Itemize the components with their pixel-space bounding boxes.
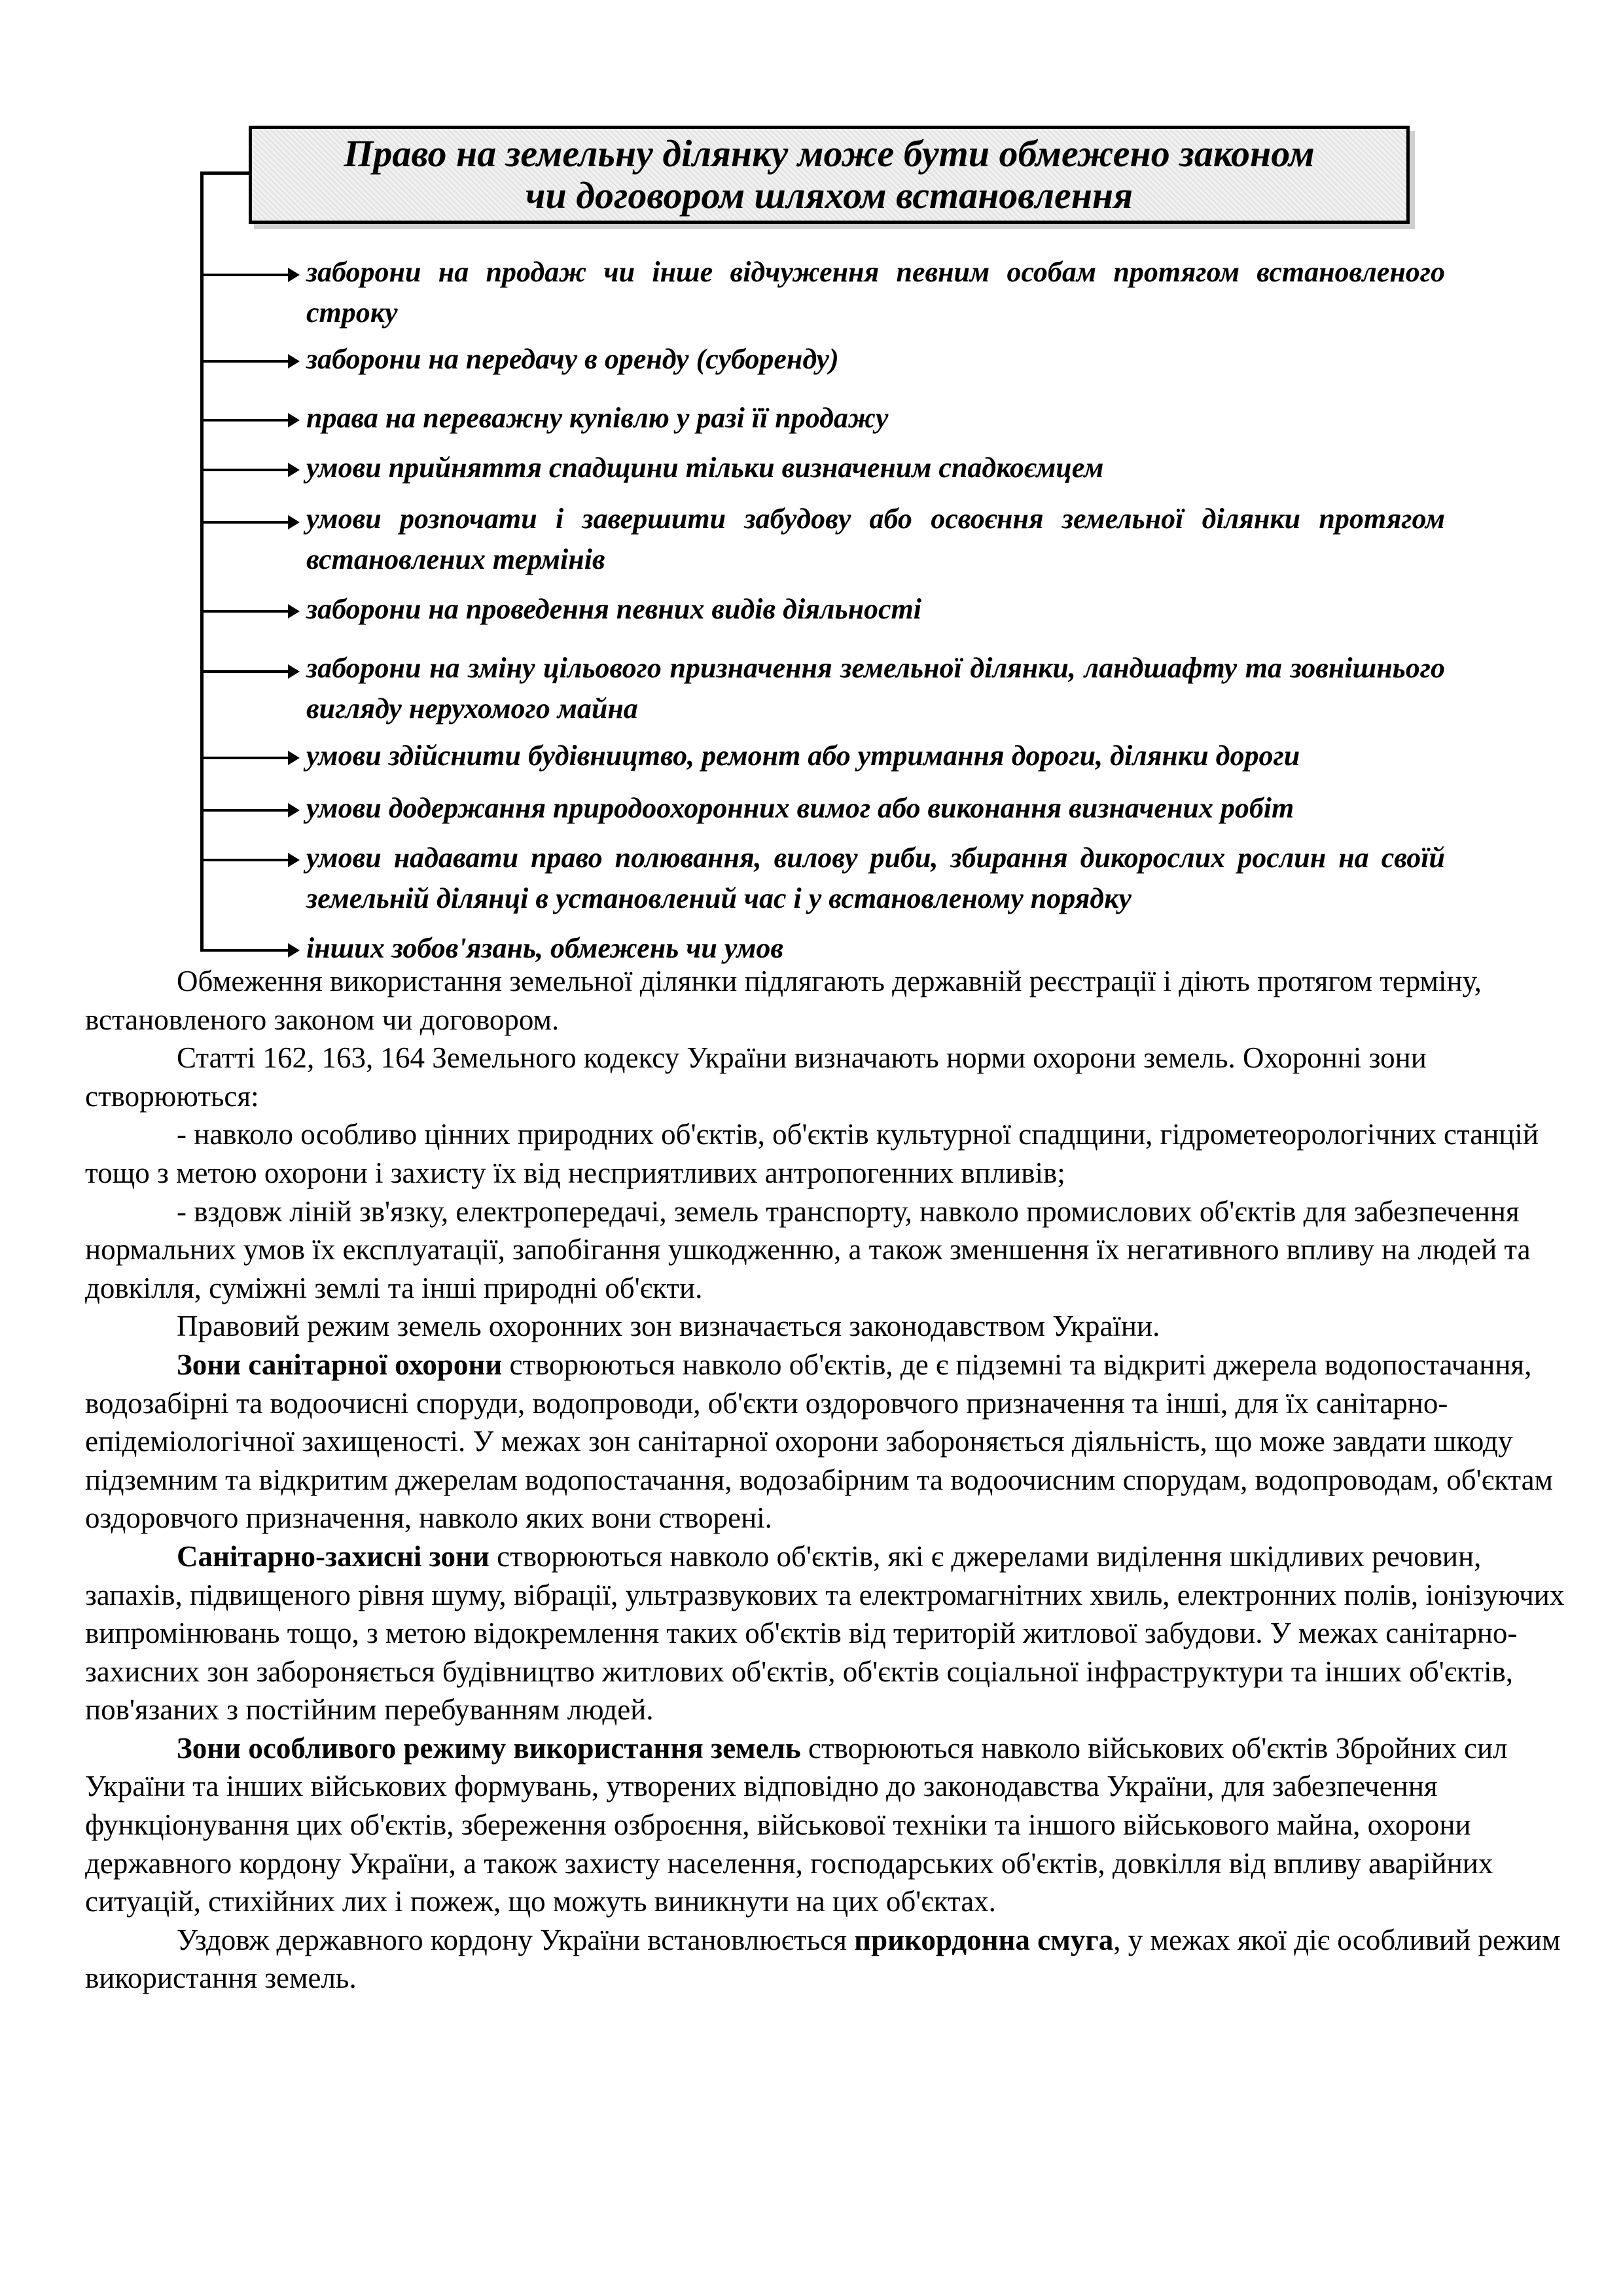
arrow-icon <box>200 610 291 613</box>
arrow-icon <box>200 757 291 759</box>
restrictions-diagram <box>0 0 1623 969</box>
paragraph <box>85 1729 1571 1921</box>
term-bold: Зони особливого режиму використання земель <box>177 1731 801 1765</box>
term-bold: Зони санітарної охорони <box>177 1348 503 1381</box>
paragraph-text: створюються навколо об'єктів, де є підземні та відкриті джерела водопостачання, водозабірні та водоочисні споруди, водопроводи, об'єкти оздоровчого призначення та інші, для їх санітарно-епідеміологічної захищеності. У межах зон санітарної охорони забороняється діяльність, що може завдати шкоду підземним та відкритим джерелам водопостачання, водозабірним та водоочисним спорудам, водопроводам, об'єктам оздоровчого призначення, навколо яких вони створені. <box>85 1348 1554 1535</box>
arrow-icon <box>200 469 291 471</box>
paragraph-text: створюються навколо військових об'єктів Збройних сил України та інших військових формувань, утворених відповідно до законодавства України, для забезпечення функціонування цих об'єктів, збереження озброєння, військової техніки та іншого військового майна, охорони державного кордону України, а також захисту населення, господарських об'єктів, довкілля від впливу аварійних ситуацій, стихійних лих і пожеж, що можуть виникнути на цих об'єктах. <box>85 1731 1508 1918</box>
diagram-item: умови розпочати і завершити забудову або освоєння земельної ділянки протягом встановлених термінів <box>306 503 1445 575</box>
diagram-header-line-1: Право на земельну ділянку може бути обмежено законом <box>344 132 1315 175</box>
diagram-item: заборони на зміну цільового призначення земельної ділянки, ландшафту та зовнішнього вигляду нерухомого майна <box>306 652 1445 725</box>
diagram-item: умови здійснити будівництво, ремонт або утримання дороги, ділянки дороги <box>306 740 1300 772</box>
arrow-icon <box>200 809 291 812</box>
diagram-item: умови надавати право полювання, вилову риби, збирання дикорослих рослин на своїй земельній ділянці в установлений час і у встановленому порядку <box>306 842 1445 914</box>
arrow-icon <box>200 360 291 363</box>
diagram-header-line-2: чи договором шляхом встановлення <box>526 174 1133 217</box>
paragraph-text: створюються навколо об'єктів, які є джерелами виділення шкідливих речовин, запахів, підвищеного рівня шуму, вібрації, ультразвукових та електромагнітних хвиль, електронних полів, іонізуючих випромінювань тощо, з метою відокремлення таких об'єктів від територій житлової забудови. У межах санітарно-захисних зон забороняється будівництво житлових об'єктів, об'єктів соціальної інфраструктури та інших об'єктів, пов'язаних з постійним перебуванням людей. <box>85 1539 1565 1727</box>
paragraph: Обмеження використання земельної ділянки підлягають державній реєстрації і діють протягом терміну, встановленого законом чи договором. <box>85 965 1482 1036</box>
paragraph <box>85 1537 1571 1729</box>
diagram-connector-top <box>200 171 251 175</box>
arrow-icon <box>200 949 291 952</box>
diagram-item: умови додержання природоохоронних вимог або виконання визначених робіт <box>306 792 1294 824</box>
paragraph: - вздовж ліній зв'язку, електропередачі, земель транспорту, навколо промислових об'єктів для забезпечення нормальних умов їх експлуатації, запобігання ушкодженню, а також зменшення їх негативного впливу на людей та довкілля, суміжні землі та інші природні об'єкти. <box>85 1194 1531 1304</box>
paragraph: Правовий режим земель охоронних зон визначається законодавством України. <box>177 1310 1160 1343</box>
paragraph <box>85 1921 1571 1998</box>
arrow-icon <box>200 859 291 861</box>
term-bold: прикордонна смуга <box>854 1923 1114 1956</box>
diagram-header-box <box>249 126 1410 224</box>
paragraph: - навколо особливо цінних природних об'єктів, об'єктів культурної спадщини, гідрометеорологічних станцій тощо з метою охорони і захисту їх від несприятливих антропогенних впливів; <box>85 1118 1539 1189</box>
paragraph-text: Уздовж державного кордону України встановлюється <box>177 1923 855 1956</box>
arrow-icon <box>200 670 291 673</box>
arrow-icon <box>200 521 291 524</box>
term-bold: Санітарно-захисні зони <box>177 1539 490 1573</box>
arrow-icon <box>200 274 291 276</box>
paragraph: Статті 162, 163, 164 Земельного кодексу України визначають норми охорони земель. Охоронні зони створюються: <box>85 1041 1427 1113</box>
arrow-icon <box>200 419 291 422</box>
paragraph-text: , у межах якої діє особливий режим використання земель. <box>85 1923 1561 1995</box>
diagram-item: умови прийняття спадщини тільки визначеним спадкоємцем <box>306 452 1104 484</box>
diagram-item: права на переважну купівлю у разі її продажу <box>306 402 889 434</box>
diagram-connector-spine <box>200 171 204 952</box>
paragraph <box>85 1346 1571 1537</box>
diagram-item: заборони на продаж чи інше відчуження певним особам протягом встановленого строку <box>306 256 1445 329</box>
diagram-item: заборони на передачу в оренду (суборенду) <box>306 343 839 375</box>
diagram-item: інших зобов'язань, обмежень чи умов <box>306 932 784 964</box>
document-body <box>85 962 1571 1998</box>
diagram-item: заборони на проведення певних видів діяльності <box>306 593 921 625</box>
